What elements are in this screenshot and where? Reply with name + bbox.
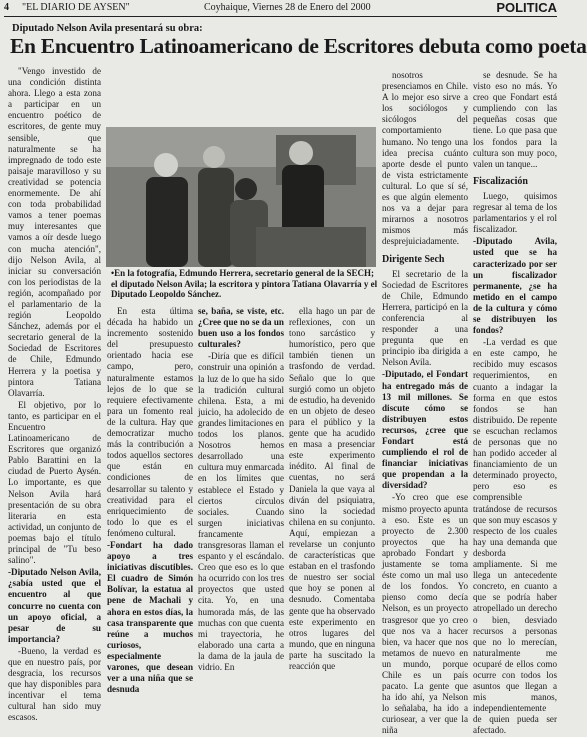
section-label: POLITICA [496, 0, 557, 15]
page-header [4, 2, 557, 16]
subheading: Fiscalización [473, 175, 528, 187]
paragraph: -La verdad es que en este campo, he recibido muy escasos requerimientos, en cuanto a indagar la forma en que estos fondos se han distribuido. De repente se escuchan reclamos de personas que no han podido acceder al financiamiento de un determinado proyecto, pero eso es comprensible tratándose de recursos que son muy escasos y respecto de los cuales hay una demanda que desborda ampliamente. Si me llega un antecedente concreto, en cuanto a que se podría haber atropellado un derecho o bien, desviado recursos a personas que no lo merecían, naturalmente me ocuparé de ellos como ocurre con todos los asuntos que llegan a mis manos, independientemente de quien pueda ser afectado. [473, 337, 557, 736]
paragraph: se desnude. Se ha visto eso no más. Yo creo que Fondart está cumpliendo con las pequeñas cosas que tiene. Lo que pasa que los fondos para la cultura son muy poco, valen un tanque... [473, 70, 557, 169]
paragraph: El objetivo, por lo tanto, es participar en el Encuentro Latinoamericano de Escritores que organizó Pablo Barattini en la ciudad de Puerto Aysén. Lo importante, es que Nelson Avila hará presentación de su obra literaria en esta actividad, un conjunto de poemas bajo el título principal de "Tu beso salino". [8, 399, 101, 566]
column-3 [198, 306, 284, 672]
paragraph: El secretario de la Sociedad de Escritores de Chile, Edmundo Herrera, participó en la conferencia al responder a una pregunta que en principio iba dirigida a Nelson Avila. [382, 268, 468, 368]
subheading: Dirigente Sech [382, 253, 445, 265]
article-kicker: Diputado Nelson Avila presentará su obra: [12, 23, 203, 34]
page-number: 4 [4, 2, 9, 13]
paragraph: Luego, quisimos regresar al tema de los parlamentarios y el rol fiscalizador. [473, 190, 557, 235]
question: -Fondart ha dado apoyo a tres iniciativas discutibles. El cuadro de Simón Bolívar, la estatua al pene de Machali y ahora en estos días, la casa transparente que reúne a muchos curiosos, especialmente varones, que desean ver a una niña que se desnuda [107, 539, 193, 695]
header-rule [4, 16, 557, 17]
question: -Diputado Nelson Avila, ¿sabía usted que el encuentro al que concurre no cuenta con un apoyo oficial, a pesar de su importancia? [8, 567, 101, 644]
column-4 [289, 306, 375, 671]
article-title: En Encuentro Latinoamericano de Escritores debuta como poeta [10, 34, 587, 58]
paragraph: se, baña, se viste, etc. ¿Cree que no se da un buen uso a los fondos culturales? [198, 306, 284, 350]
column-5 [382, 70, 468, 736]
paragraph: -Bueno, la verdad es que en nuestro país, por desgracia, los recursos que hay disponibles para incentivar el tema cultural han sido muy escasos. [8, 645, 101, 723]
column-2 [107, 306, 193, 695]
paragraph: ella hago un par de reflexiones, con un tono sarcástico y humorístico, pero que también tienen un trasfondo de verdad. Señalo que lo que surgió como un objeto de estudio, ha devenido en un objeto de deseo para el público y la gente que ha acudido en masa a presenciar este experimento inédito. Al final de cuentas, no será Daniela la que vaya al diván del psiquiatra, sino la sociedad chilena en su conjunto. Aquí, empiezan a revelarse un conjunto de características que estaban en el trasfondo de nuestro ser social que hoy se ponen al desnudo. Comentaba gente que ha observado este experimento en otros lugares del mundo, que en ninguna parte ha suscitado la reacción que [289, 306, 375, 671]
paragraph: -Yo creo que ese mismo proyecto apunta a eso. Este es un proyecto de 2.300 proyectos que ha aprobado Fondart y justamente se toma éste como un mal uso de los fondos. Yo pienso como decía Nelson, es un proyecto trasgresor que yo creo que nos va a hacer bien, va hacer que nos metamos de nuevo en un mundo, porque Chile es un país pacato. La gente que ha ido ahí, ya Nelson lo señalaba, ha ido a curiosear, a ver que la niña [382, 492, 468, 736]
column-6 [473, 70, 557, 736]
column-1 [8, 66, 101, 723]
paragraph: -Diría que es difícil construir una opinión a la luz de lo que ha sido la tradición cultural chilena. Esta, a mi juicio, ha adolecido de grandes limitaciones en todos los planos. Nosotros hemos desarrollado una cultura muy enmarcada en los límites que establece el Estado y ciertos círculos sociales. Cuando surgen iniciativas francamente transgresoras llaman el espanto y el escándalo. Creo que eso es lo que ha ocurrido con los tres proyectos que usted cita. Yo, en una humorada más, de las muchas con que cuenta mi trayectoria, he elaborado una carta a la dama de la jaula de vidrio. En [198, 351, 284, 672]
paragraph: En esta última década ha habido un incremento sostenido del presupuesto orientado hacia ese campo, pero, naturalmente estamos lejos de lo que se requiere efectivamente para un fomento real de la cultura. Hay que democratizar mucho más la contribución a todos aquellos sectores que están en condiciones de desarrollar su talento y creatividad para el enriquecimiento de todo lo que es el fenómeno cultural. [107, 306, 193, 538]
article-photo [106, 127, 376, 267]
date-line: Coyhaique, Viernes 28 de Enero del 2000 [204, 2, 371, 13]
photo-caption: •En la fotografía, Edmundo Herrera, secretario general de la SECH; el diputado Nelson Avila; la escritora y pintora Tatiana Olavarría y el Diputado Leopoldo Sánchez. [111, 268, 378, 299]
paragraph: nosotros presenciamos en Chile. A lo mejor eso sirve a los sociólogos y sicólogos del comportamiento humano. No tengo una idea precisa cuánto aporte desde el punto de vista estrictamente cultural. Lo que sí sé, es que algún elemento nos va a dejar para mirarnos a nosotros mismos más desprejuiciadamente. [382, 70, 468, 247]
question: -Diputado, el Fondart ha entregado más de 13 mil millones. Se discute cómo se distribuyen estos recursos, ¿cree que Fondart está cumpliendo el rol de financiar iniciativas que propendan a la diversidad? [382, 369, 468, 491]
photo-image [106, 127, 376, 267]
paragraph: "Vengo investido de una condición distinta ahora. Llego a esta zona a participar en un encuentro poético de escritores, de gente muy sensible, que naturalmente se ha impregnado de todo este paisaje maravilloso y su creatividad se potencia enormemente. De ahí con toda probabilidad vamos a tener poemas muy interesantes que vamos a oír desde luego con mucha atención", dijo Nelson Avila, al iniciar su conversación con los periodistas de la región, acompañado por el parlamentario de la región Leopoldo Sánchez, además por el secretario general de la Sociedad de Escritores de Chile, Edmundo Herrera y la poetisa y pintora Tatiana Olavarría. [8, 66, 101, 398]
question: -Diputado Avila, usted que se ha caracterizado por ser un fiscalizador permanente, ¿se ha metido en el campo de la cultura y cómo se distribuyen los fondos? [473, 236, 557, 336]
newspaper-name: "EL DIARIO DE AYSEN" [22, 2, 130, 13]
